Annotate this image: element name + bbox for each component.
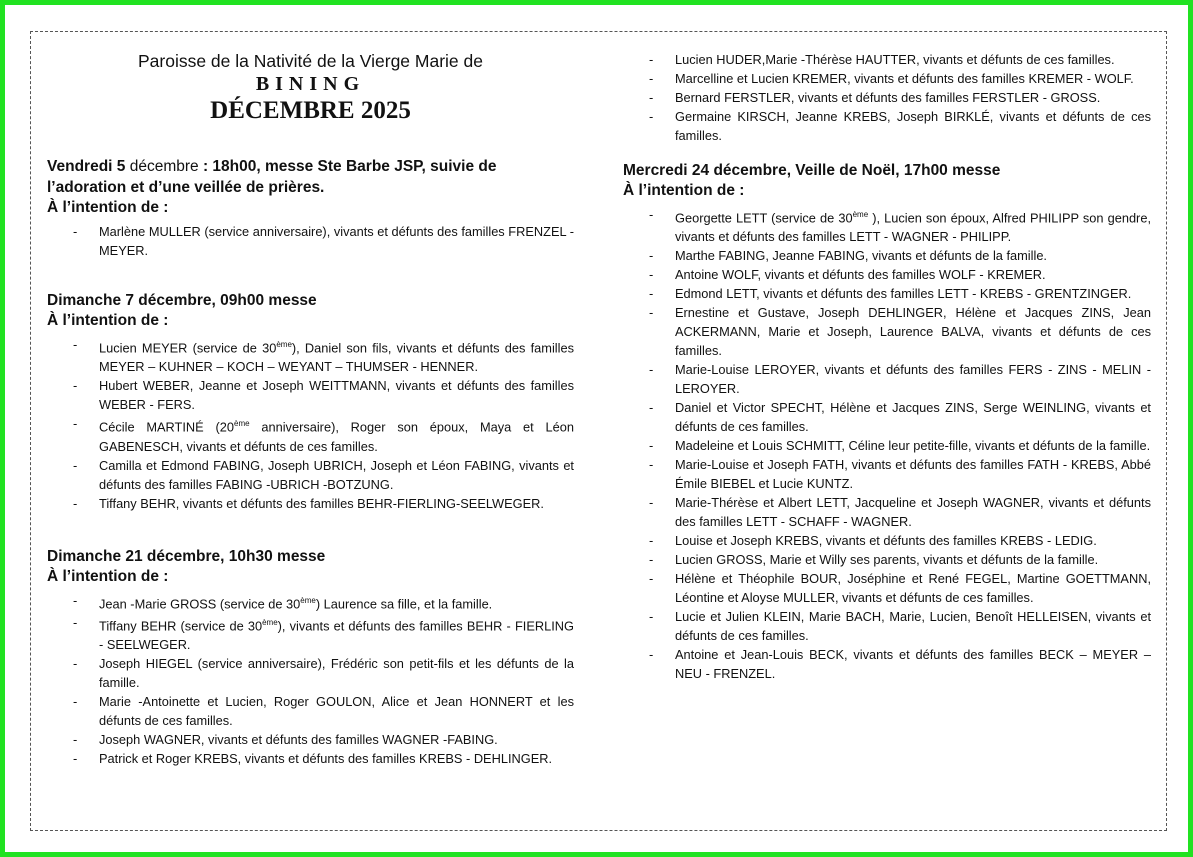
intention-item: - Jean -Marie GROSS (service de 30ème) Laurence sa fille, et la famille.: [47, 591, 574, 613]
intention-item: - Lucien GROSS, Marie et Willy ses parents, vivants et défunts de la famille.: [623, 550, 1151, 569]
intention-list: [47, 335, 574, 513]
intention-list: [623, 205, 1151, 683]
right-column: [623, 50, 1151, 683]
section-title: Dimanche 7 décembre, 09h00 messe: [47, 292, 317, 309]
section-title: Vendredi 5 décembre : 18h00, messe Ste Barbe JSP, suivie de l’adoration et d’une veillée de prières.: [47, 158, 497, 196]
section-title: Dimanche 21 décembre, 10h30 messe: [47, 547, 326, 565]
intention-item: - Hubert WEBER, Jeanne et Joseph WEITTMANN, vivants et défunts des familles WEBER - FERS.: [47, 376, 574, 414]
intention-label: À l’intention de :: [47, 567, 169, 585]
document-header: [47, 50, 574, 126]
section-christmas-eve: [623, 160, 1151, 683]
intention-item: - Marie-Louise et Joseph FATH, vivants et défunts des familles FATH - KREBS, Abbé Émile BIEBEL et Lucie KUNTZ.: [623, 455, 1151, 493]
intention-label: À l’intention de :: [47, 312, 169, 329]
intention-item: - Madeleine et Louis SCHMITT, Céline leur petite-fille, vivants et défunts de la famille.: [623, 436, 1151, 455]
section-friday-5: [47, 156, 574, 260]
intention-label: À l’intention de :: [623, 182, 745, 199]
intention-item: - Joseph HIEGEL (service anniversaire), Frédéric son petit-fils et les défunts de la famille.: [47, 654, 574, 692]
intention-item: - Bernard FERSTLER, vivants et défunts des familles FERSTLER - GROSS.: [623, 88, 1151, 107]
intention-item: - Marlène MULLER (service anniversaire), vivants et défunts des familles FRENZEL - MEYER.: [47, 222, 574, 260]
intention-item: - Patrick et Roger KREBS, vivants et défunts des familles KREBS - DEHLINGER.: [47, 749, 574, 768]
intention-item: - Lucie et Julien KLEIN, Marie BACH, Marie, Lucien, Benoît HELLEISEN, vivants et défunts de ces familles.: [623, 607, 1151, 645]
intention-item: - Georgette LETT (service de 30ème ), Lucien son époux, Alfred PHILIPP son gendre, vivants et défunts des familles LETT - WAGNER - PHILIPP.: [623, 205, 1151, 246]
intention-item: - Marthe FABING, Jeanne FABING, vivants et défunts de la famille.: [623, 246, 1151, 265]
intention-item: - Daniel et Victor SPECHT, Hélène et Jacques ZINS, Serge WEINLING, vivants et défunts de ces familles.: [623, 398, 1151, 436]
intention-item: - Lucien MEYER (service de 30ème), Daniel son fils, vivants et défunts des familles MEYER – KUHNER – KOCH – WEYANT – THUMSER - HENNER.: [47, 335, 574, 376]
intention-item: - Antoine WOLF, vivants et défunts des familles WOLF - KREMER.: [623, 265, 1151, 284]
intention-item: - Germaine KIRSCH, Jeanne KREBS, Joseph BIRKLÉ, vivants et défunts de ces familles.: [623, 107, 1151, 145]
intention-item: - Antoine et Jean-Louis BECK, vivants et défunts des familles BECK – MEYER – NEU - FRENZEL.: [623, 645, 1151, 683]
intention-item: - Tiffany BEHR (service de 30ème), vivants et défunts des familles BEHR - FIERLING - SEELWEGER.: [47, 613, 574, 654]
intention-item: - Tiffany BEHR, vivants et défunts des familles BEHR-FIERLING-SEELWEGER.: [47, 494, 574, 513]
intention-list: [47, 591, 574, 769]
intention-item: - Lucien HUDER,Marie -Thérèse HAUTTER, vivants et défunts de ces familles.: [623, 50, 1151, 69]
section-sunday-21: [47, 546, 574, 769]
section-sunday-7: [47, 290, 574, 513]
village-name: BINING: [255, 73, 366, 95]
intention-item: - Joseph WAGNER, vivants et défunts des familles WAGNER -FABING.: [47, 730, 574, 749]
intention-item: - Marie-Louise LEROYER, vivants et défunts des familles FERS - ZINS - MELIN - LEROYER.: [623, 360, 1151, 398]
intention-item: - Cécile MARTINÉ (20ème anniversaire), Roger son époux, Maya et Léon GABENESCH, vivants et défunts de ces familles.: [47, 414, 574, 455]
intention-item: - Camilla et Edmond FABING, Joseph UBRICH, Joseph et Léon FABING, vivants et défunts des familles FABING -UBRICH -BOTZUNG.: [47, 456, 574, 494]
continuation-list: [623, 50, 1151, 145]
intention-item: - Ernestine et Gustave, Joseph DEHLINGER, Hélène et Jacques ZINS, Jean ACKERMANN, Marie et Joseph, Laurence BALVA, vivants et défunts de ces familles.: [623, 303, 1151, 360]
intention-item: - Louise et Joseph KREBS, vivants et défunts des familles KREBS - LEDIG.: [623, 531, 1151, 550]
parish-name: Paroisse de la Nativité de la Vierge Marie de: [137, 51, 483, 71]
intention-item: - Marie-Thérèse et Albert LETT, Jacqueline et Joseph WAGNER, vivants et défunts des familles LETT - SCHAFF - WAGNER.: [623, 493, 1151, 531]
intention-item: - Edmond LETT, vivants et défunts des familles LETT - KREBS - GRENTZINGER.: [623, 284, 1151, 303]
month-title: DÉCEMBRE 2025: [210, 97, 411, 124]
intention-item: - Hélène et Théophile BOUR, Joséphine et René FEGEL, Martine GOETTMANN, Léontine et Aloyse MULLER, vivants et défunts de ces familles.: [623, 569, 1151, 607]
intention-list: [47, 222, 574, 260]
intention-item: - Marie -Antoinette et Lucien, Roger GOULON, Alice et Jean HONNERT et les défunts de ces familles.: [47, 692, 574, 730]
intention-label: À l’intention de :: [47, 199, 169, 216]
section-title: Mercredi 24 décembre, Veille de Noël, 17h00 messe: [623, 162, 1001, 179]
intention-item: - Marcelline et Lucien KREMER, vivants et défunts des familles KREMER - WOLF.: [623, 69, 1151, 88]
left-column: [47, 50, 574, 768]
